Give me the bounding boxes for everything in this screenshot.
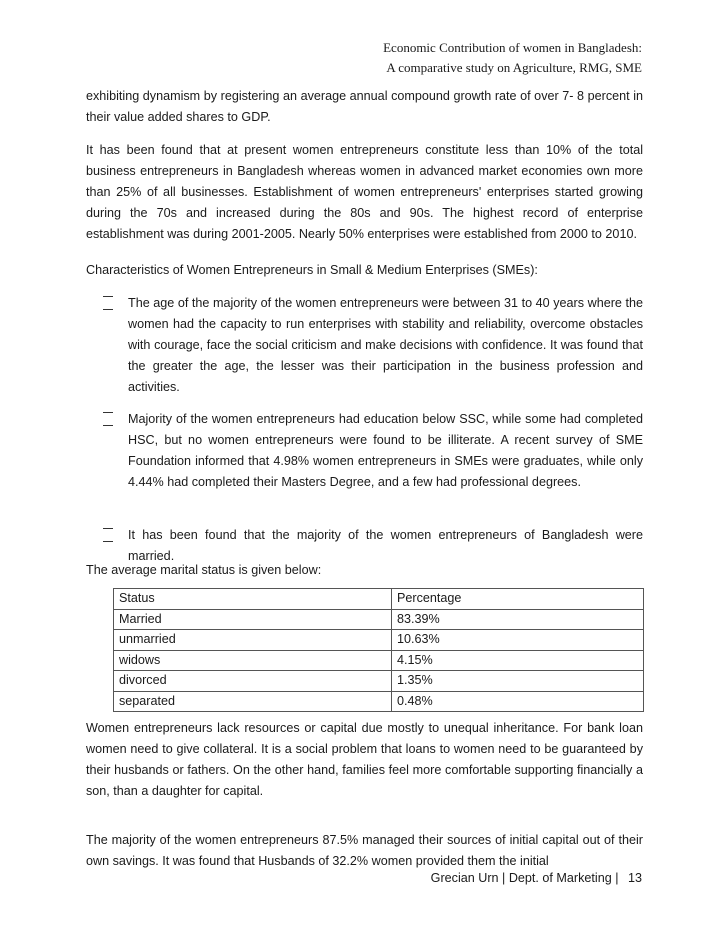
running-header: [383, 38, 642, 78]
table-row: [114, 609, 644, 630]
cell: 4.15%: [392, 650, 644, 671]
cell: widows: [114, 650, 392, 671]
header-line-1: Economic Contribution of women in Bangladesh:: [383, 40, 642, 55]
bullet-icon: [103, 528, 113, 542]
cell: unmarried: [114, 630, 392, 651]
bullet-item: The age of the majority of the women entrepreneurs were between 31 to 40 years where the women had the capacity to run enterprises with stability and reliability, overcome obstacles with courage, face the social criticism and make decisions with confidence. It was found that the greater the age, the lesser was their participation in the business profession and activities.: [128, 296, 643, 394]
paragraph: Women entrepreneurs lack resources or capital due mostly to unequal inheritance. For bank loan women need to give collateral. It is a social problem that loans to women need to be guaranteed by their husbands or fathers. On the other hand, families feel more comfortable supporting financially a son, than a daughter for capital.: [86, 721, 643, 798]
section-heading: Characteristics of Women Entrepreneurs in Small & Medium Enterprises (SMEs):: [86, 263, 538, 277]
cell: separated: [114, 691, 392, 712]
cell: 1.35%: [392, 671, 644, 692]
table-row: [114, 650, 644, 671]
table-row: [114, 671, 644, 692]
cell: 10.63%: [392, 630, 644, 651]
cell: 0.48%: [392, 691, 644, 712]
table-row: [114, 691, 644, 712]
header-line-2: A comparative study on Agriculture, RMG, SME: [386, 60, 642, 75]
cell: 83.39%: [392, 609, 644, 630]
bullet-icon: [103, 296, 113, 310]
bullet-item: Majority of the women entrepreneurs had education below SSC, while some had completed HSC, but no women entrepreneurs were found to be illiterate. A recent survey of SME Foundation informed that 4.98% women entrepreneurs in SMEs were graduates, while only 4.44% had completed their Masters Degree, and a few had professional degrees.: [128, 412, 643, 489]
header-cell: Status: [114, 589, 392, 610]
footer-text: Grecian Urn | Dept. of Marketing |: [430, 871, 619, 885]
cell: divorced: [114, 671, 392, 692]
page-footer: [431, 868, 642, 888]
marital-status-table: [113, 588, 644, 712]
paragraph: It has been found that at present women entrepreneurs constitute less than 10% of the total business entrepreneurs in Bangladesh whereas women in advanced market economies own more than 25% of all businesses. Establishment of women entrepreneurs' enterprises started growing during the 70s and increased during the 80s and 90s. The highest record of enterprise establishment was during 2001-2005. Nearly 50% enterprises were established from 2000 to 2010.: [86, 143, 643, 241]
bullet-item: It has been found that the majority of the women entrepreneurs of Bangladesh were married.: [128, 528, 643, 563]
table-intro: The average marital status is given below:: [86, 563, 322, 577]
cell: Married: [114, 609, 392, 630]
table-header-row: [114, 589, 644, 610]
table-row: [114, 630, 644, 651]
paragraph: exhibiting dynamism by registering an average annual compound growth rate of over 7- 8 percent in their value added shares to GDP.: [86, 89, 643, 124]
header-cell: Percentage: [392, 589, 644, 610]
paragraph: The majority of the women entrepreneurs 87.5% managed their sources of initial capital out of their own savings. It was found that Husbands of 32.2% women provided them the initial: [86, 833, 643, 868]
page-number: 13: [627, 871, 642, 885]
bullet-icon: [103, 412, 113, 426]
